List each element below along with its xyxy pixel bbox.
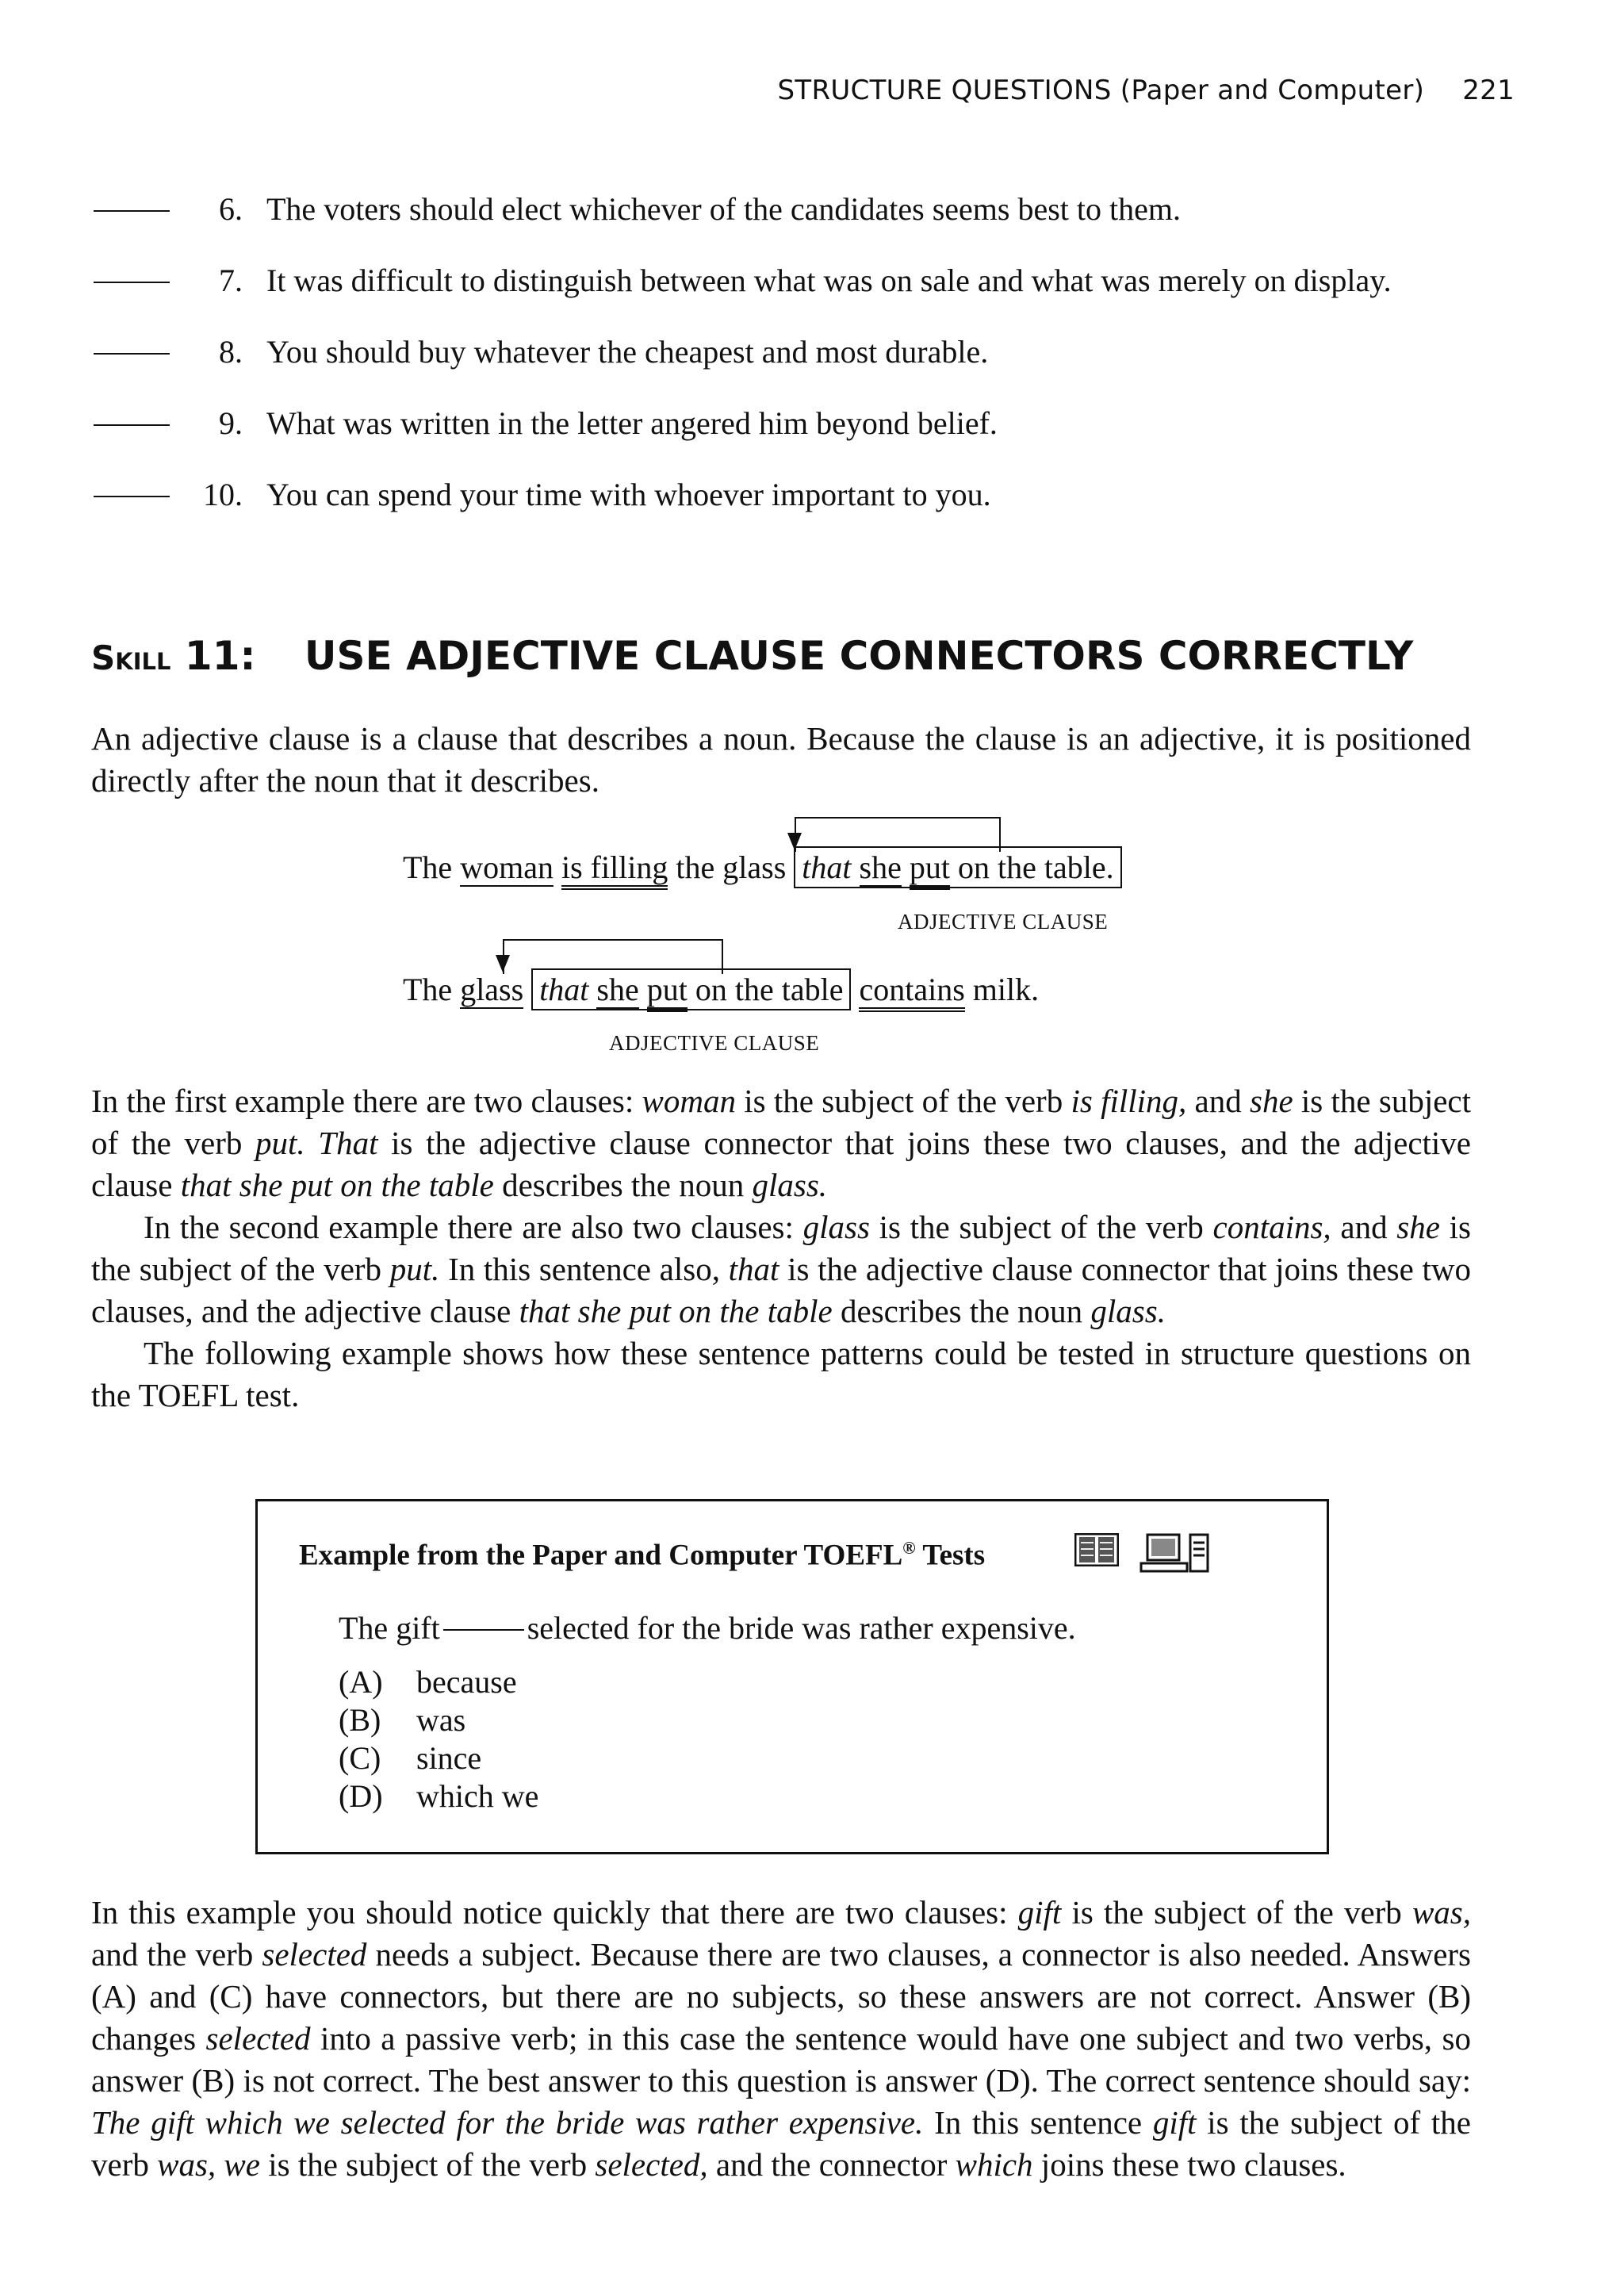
option-d[interactable]: (D) which we [339,1778,539,1814]
clause-subject: she [859,849,902,885]
question-blank[interactable] [443,1629,524,1631]
exercise-number: 10. [203,477,243,512]
exercise-item [94,405,998,442]
option-c[interactable]: (C) since [339,1740,482,1776]
exercise-item [94,333,988,370]
adjective-clause-label: ADJECTIVE CLAUSE [898,910,1109,934]
answer-explanation-text: In this example you should notice quickly that there are two clauses: gift is the subject of the verb was, and the verb selected needs a subject. Because there are two clauses, a connector is also needed. Answers (A) and (C) have connectors, but there are no subjects, so these answers are not correct. Answer (B) changes selected into a passive verb; in this case the sentence would have one subject and two verbs, so answer (B) is not correct. The best answer to this question is answer (D). The correct sentence should say: The gift which we selected for the bride was rather expensive. In this sentence gift is the subject of the verb was, we is the subject of the verb selected, and the connector which joins these two clauses. [91,1894,1472,2183]
exercise-text: What was written in the letter angered him beyond belief. [266,405,998,441]
exercise-text: You should buy whatever the cheapest and most durable. [266,334,989,370]
exercise-number: 8. [219,334,243,370]
word: The [403,849,453,885]
example-box [255,1499,1329,1854]
exercise-item [94,262,1392,299]
diagram-sentence-2 [403,971,1039,1008]
adjective-clause-box [794,846,1121,888]
arrow-down-icon [496,955,510,972]
skill-number: 11: [184,633,256,679]
exercise-number: 9. [219,405,243,441]
adjective-clause-box [531,968,851,1010]
answer-blank[interactable] [94,210,170,212]
word: milk. [972,972,1040,1007]
example-title: Example from the Paper and Computer TOEFL® Tests [299,1538,986,1572]
option-a[interactable]: (A) because [339,1664,517,1700]
exercise-number: 6. [219,191,243,227]
explanation-paragraph-1: In the first example there are two clauses: woman is the subject of the verb is filling, and she is the subject of the verb put. That is the adjective clause connector that joins these two clauses, and the adjective clause that she put on the table describes the noun glass. [91,1083,1472,1203]
running-head [778,75,1515,106]
exercise-text: You can spend your time with whoever important to you. [266,477,991,512]
connector-word: that [802,849,852,885]
intro-paragraph [91,718,1471,802]
skill-title: USE ADJECTIVE CLAUSE CONNECTORS CORRECTLY [304,633,1414,679]
exercise-item [94,190,1181,228]
explanation-paragraph-2: In the second example there are also two clauses: glass is the subject of the verb contains, and she is the subject of the verb put. In this sentence also, that is the adjective clause connector that joins these two clauses, and the adjective clause that she put on the table describes the noun glass. [91,1209,1472,1329]
explanation-paragraph-3: The following example shows how these sentence patterns could be tested in structure questions on the TOEFL test. [91,1335,1471,1413]
exercise-text: The voters should elect whichever of the candidates seems best to them. [266,191,1181,227]
connector-word: that [539,972,589,1007]
clause-rest: on the table [695,972,844,1007]
verb-word: contains [859,972,964,1012]
explanation-section [91,1080,1471,1417]
clause-verb: put [910,849,950,890]
answer-blank[interactable] [94,353,170,355]
diagram-sentence-1 [403,849,1122,886]
running-head-title: STRUCTURE QUESTIONS (Paper and Computer) [777,75,1425,106]
answer-blank[interactable] [94,496,170,497]
word: The [403,972,453,1007]
exercise-number: 7. [219,263,243,298]
noun-word: glass [722,849,787,885]
subject-word: glass [460,972,524,1007]
exercise-text: It was difficult to distinguish between what was on sale and what was merely on display. [266,263,1392,298]
example-question: The gift selected for the bride was rather expensive. [339,1610,1076,1646]
option-b[interactable]: (B) was [339,1702,466,1738]
clause-verb: put [647,972,688,1012]
book-icon [1074,1533,1119,1566]
word: the [676,849,715,885]
clause-subject: she [596,972,639,1007]
answer-blank[interactable] [94,282,170,283]
adjective-clause-label: ADJECTIVE CLAUSE [609,1031,820,1055]
subject-word: woman [460,849,553,885]
exercise-item [94,476,991,513]
verb-word: is filling [561,849,668,890]
intro-text: An adjective clause is a clause that describes a noun. Because the clause is an adjective, it is positioned directly after the noun that it describes. [91,720,1471,799]
skill-label: Skill [91,638,171,677]
answer-blank[interactable] [94,424,170,426]
clause-rest: on the table. [957,849,1114,885]
answer-explanation [91,1892,1471,2186]
page-number: 221 [1462,75,1515,106]
computer-icon [1139,1533,1211,1573]
skill-heading [91,633,1413,679]
